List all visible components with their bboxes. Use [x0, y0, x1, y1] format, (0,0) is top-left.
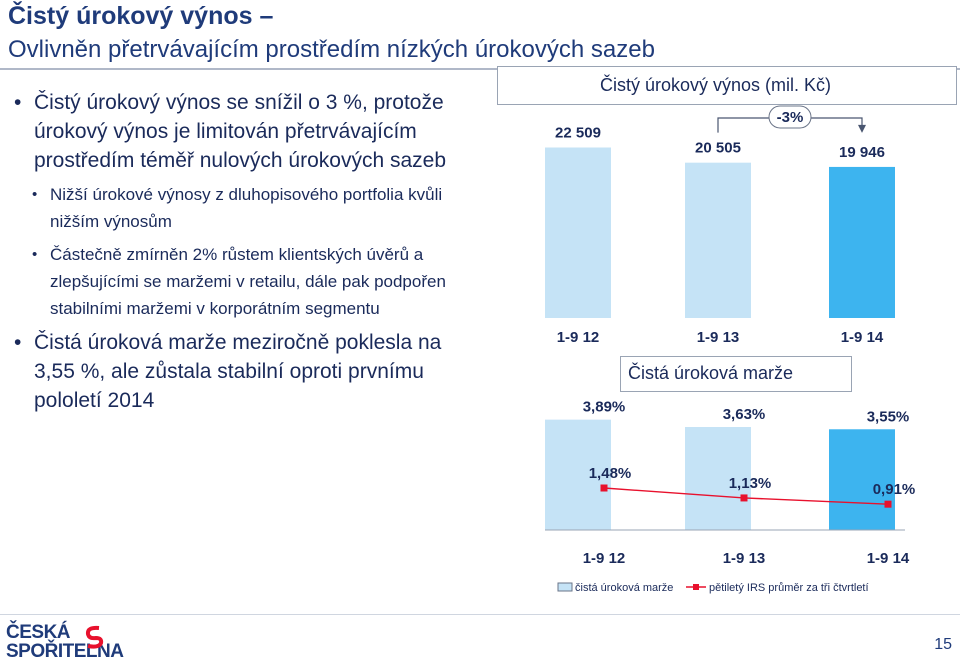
nim-bar — [829, 429, 895, 530]
legend-irs-marker — [693, 584, 699, 590]
nii-change-arrow-icon — [858, 125, 866, 133]
sub-bullet-item: • Částečně zmírněn 2% růstem klientských úvěrů a zlepšujícími se maržemi v retailu, dále pak podpořen stabilními maržemi v korporátním segmentu — [12, 241, 482, 322]
legend-nim-label: čistá úroková marže — [575, 582, 674, 594]
nim-category-label: 1-9 13 — [722, 550, 766, 567]
nii-bar — [685, 163, 751, 318]
nii-value-label: 19 946 — [839, 143, 885, 161]
legend-nim-swatch — [558, 583, 572, 591]
nim-value-label: 3,89% — [582, 398, 626, 416]
page-subtitle: Ovlivněn přetrvávajícím prostředím nízkých úrokových sazeb — [8, 36, 655, 63]
nii-bar — [545, 148, 611, 318]
bullet-item: • Čistý úrokový výnos se snížil o 3 %, protože úrokový výnos je limitován přetrvávajícím prostředím téměř nulových úrokových sazeb — [12, 88, 482, 175]
nii-category-label: 1-9 13 — [696, 329, 740, 346]
irs-point — [885, 501, 892, 508]
chart2-title: Čistá úroková marže — [628, 363, 794, 383]
bullet-item: • Čistá úroková marže meziročně poklesla na 3,55 %, ale zůstala stabilní oproti prvnímu pololetí 2014 — [12, 328, 482, 415]
chart1-title: Čistý úrokový výnos (mil. Kč) — [600, 75, 832, 95]
brand-symbol-icon — [84, 625, 104, 649]
page-number: 15 — [934, 636, 952, 653]
irs-point — [741, 494, 748, 501]
nim-value-label: 3,55% — [866, 408, 910, 426]
nii-value-label: 20 505 — [695, 139, 741, 157]
nim-category-label: 1-9 14 — [866, 550, 910, 567]
nii-bar — [829, 167, 895, 318]
irs-value-label: 0,91% — [872, 481, 916, 499]
legend-irs-label: pětiletý IRS průměr za tři čtvrtletí — [709, 582, 869, 594]
nim-value-label: 3,63% — [722, 406, 766, 424]
footer-divider — [0, 614, 960, 615]
brand-line2: SPOŘITELNA — [6, 641, 124, 662]
irs-value-label: 1,13% — [728, 474, 772, 492]
nim-category-label: 1-9 12 — [582, 550, 626, 567]
irs-point — [601, 485, 608, 492]
page-title: Čistý úrokový výnos – — [8, 2, 274, 30]
nii-category-label: 1-9 14 — [840, 329, 884, 346]
nii-value-label: 22 509 — [555, 124, 601, 142]
brand-logo — [6, 622, 124, 662]
nii-change-label: -3% — [776, 109, 804, 126]
nii-category-label: 1-9 12 — [556, 329, 600, 346]
irs-value-label: 1,48% — [588, 465, 632, 483]
sub-bullet-item: • Nižší úrokové výnosy z dluhopisového portfolia kvůli nižším výnosům — [12, 181, 482, 235]
brand-line1: ČESKÁ — [6, 622, 71, 643]
